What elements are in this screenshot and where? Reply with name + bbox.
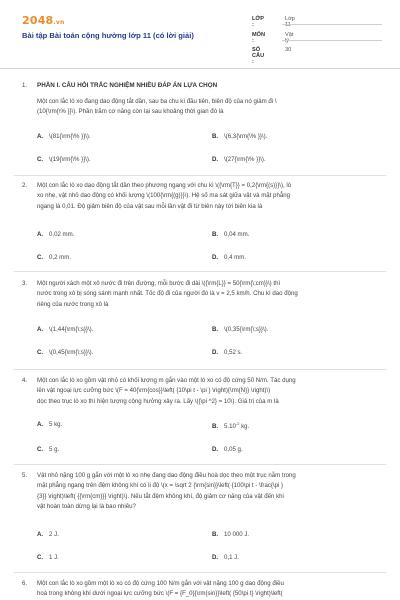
question-number: 3.	[22, 280, 28, 287]
question-number: 2.	[22, 182, 28, 189]
option-c[interactable]: C. 1 J.	[37, 554, 59, 561]
option-b[interactable]: B. \(6,3{\rm{\% }}\).	[212, 133, 268, 140]
question-text: Một con lắc lò xo gồm một lò xo có độ cứng 100 N/m gắn với vật nặng 100 g dao động điều hoà trong không khí dưới ngoại lực cưỡng bức \(F = {F_0}{\rm{sin}}\left( {50\pi t} \right)\left(	[37, 580, 284, 598]
meta-divider	[282, 24, 382, 25]
option-b[interactable]: B. $5.10^{-2}$ kg.	[212, 421, 250, 431]
section-title: PHẦN I. CÂU HỎI TRẮC NGHIỆM NHIỀU ĐÁP ÁN LỰA CHỌN	[37, 82, 218, 89]
option-c[interactable]: C. \(19{\rm{\% }}\).	[37, 156, 91, 163]
question-number: 6.	[22, 580, 28, 587]
question-divider	[14, 175, 386, 176]
option-b[interactable]: B. 10 000 J.	[212, 531, 250, 538]
option-d[interactable]: D. 0,1 J.	[212, 554, 239, 561]
question-divider	[14, 271, 386, 272]
option-d[interactable]: D. \(27{\rm{\% }}\).	[212, 156, 266, 163]
option-a[interactable]: A. \(1,44{\rm{\;s}}\).	[37, 326, 94, 333]
option-d[interactable]: D. 0,4 mm.	[212, 254, 247, 261]
option-a[interactable]: A. 2 J.	[37, 531, 59, 538]
question-text: Vật nhỏ nặng 100 g gắn với một lò xo nhẹ đang dao động điều hoà dọc theo một trục nằm trong mặt phẳng ngang trên đệm không khí có li độ \(x = \sqrt 2 {\rm{sin}}\left( {100\pi t - \frac{\pi } {3}} \right)\left( {{\rm{cm}}} \right)\). Nếu tắt đệm không khí, độ giảm cơ năng của vật đến khi vật hoàn toàn dừng lại là bao nhiêu?	[37, 472, 296, 511]
option-a[interactable]: A. 5 kg.	[37, 421, 63, 428]
header-divider	[0, 68, 400, 69]
question-text: Một con lắc lò xo gồm vật nhỏ có khối lượng m gắn vào một lò xo có độ cứng 50 N/m. Tác dụng lên vật ngoại lực cưỡng bức \(F = 40{\rm{cos}}\left( {10\pi t - \pi } \right){\rm{N}} \right)\) dọc theo trục lò xo thì hiện tượng cộng hưởng xảy ra. Lấy \({\pi ^2} = 10\). Giá trị của m là	[37, 377, 296, 405]
question-text: Một người xách một xô nước đi trên đường, mỗi bước đi dài \({\rm{L}} = 50{\rm{\;cm}}\) thì nước trong xô bị sóng sánh mạnh nhất. Tốc độ đi của người đó là v = 2,5 km/h. Chu kì dao động riêng của nước trong xô là	[37, 280, 298, 308]
option-c[interactable]: C. \(0,45{\rm{\;s}}\).	[37, 349, 94, 356]
question-number: 5.	[22, 472, 28, 479]
section-number: 1.	[22, 82, 28, 89]
meta-divider	[282, 40, 382, 41]
question-divider	[14, 369, 386, 370]
option-a[interactable]: A. 0,02 mm.	[37, 231, 75, 238]
question-divider	[14, 464, 386, 465]
option-a[interactable]: A. \(81{\rm{\% }}\).	[37, 133, 91, 140]
document-title: Bài tập Bài toán cộng hưởng lớp 11 (có lời giải)	[22, 31, 194, 40]
question-divider	[14, 572, 386, 573]
option-c[interactable]: C. 5 g.	[37, 446, 60, 453]
option-d[interactable]: D. 0,52 s.	[212, 349, 243, 356]
option-c[interactable]: C. 0,2 mm.	[37, 254, 72, 261]
option-b[interactable]: B. 0,04 mm.	[212, 231, 250, 238]
question-text: Một con lắc lò xo dao động tắt dần theo phương ngang với chu kì \({\rm{T}} = 0,2{\rm{(s)}}\), lò xo nhẹ, vật nhỏ dao động có khối lượng \(100{\rm{(g)}}\). Hệ số ma sát giữa vật và mặt phẳng ngang là 0,01. Độ giảm biên độ của vật sau mỗi lần vật đi từ biên này tới biên kia là	[37, 182, 292, 210]
option-b[interactable]: B. \(0,35{\rm{\;s}}\).	[212, 326, 269, 333]
page-header: 2048.vn Bài tập Bài toán cộng hưởng lớp 11 (có lời giải) LỚP : Lớp 11 MÔN : Vật lý SỐ CÂU : 30	[0, 0, 400, 68]
site-logo[interactable]: 2048.vn	[22, 14, 65, 27]
option-d[interactable]: D. 0,05 g.	[212, 446, 243, 453]
question-number: 4.	[22, 377, 28, 384]
question-text: Một con lắc lò xo đang dao động tắt dần, sau ba chu kì đầu tiên, biên độ của nó giảm đi \ (10{\rm{\% }}\). Phần trăm cơ năng còn lại sau khoảng thời gian đó là	[37, 98, 277, 116]
